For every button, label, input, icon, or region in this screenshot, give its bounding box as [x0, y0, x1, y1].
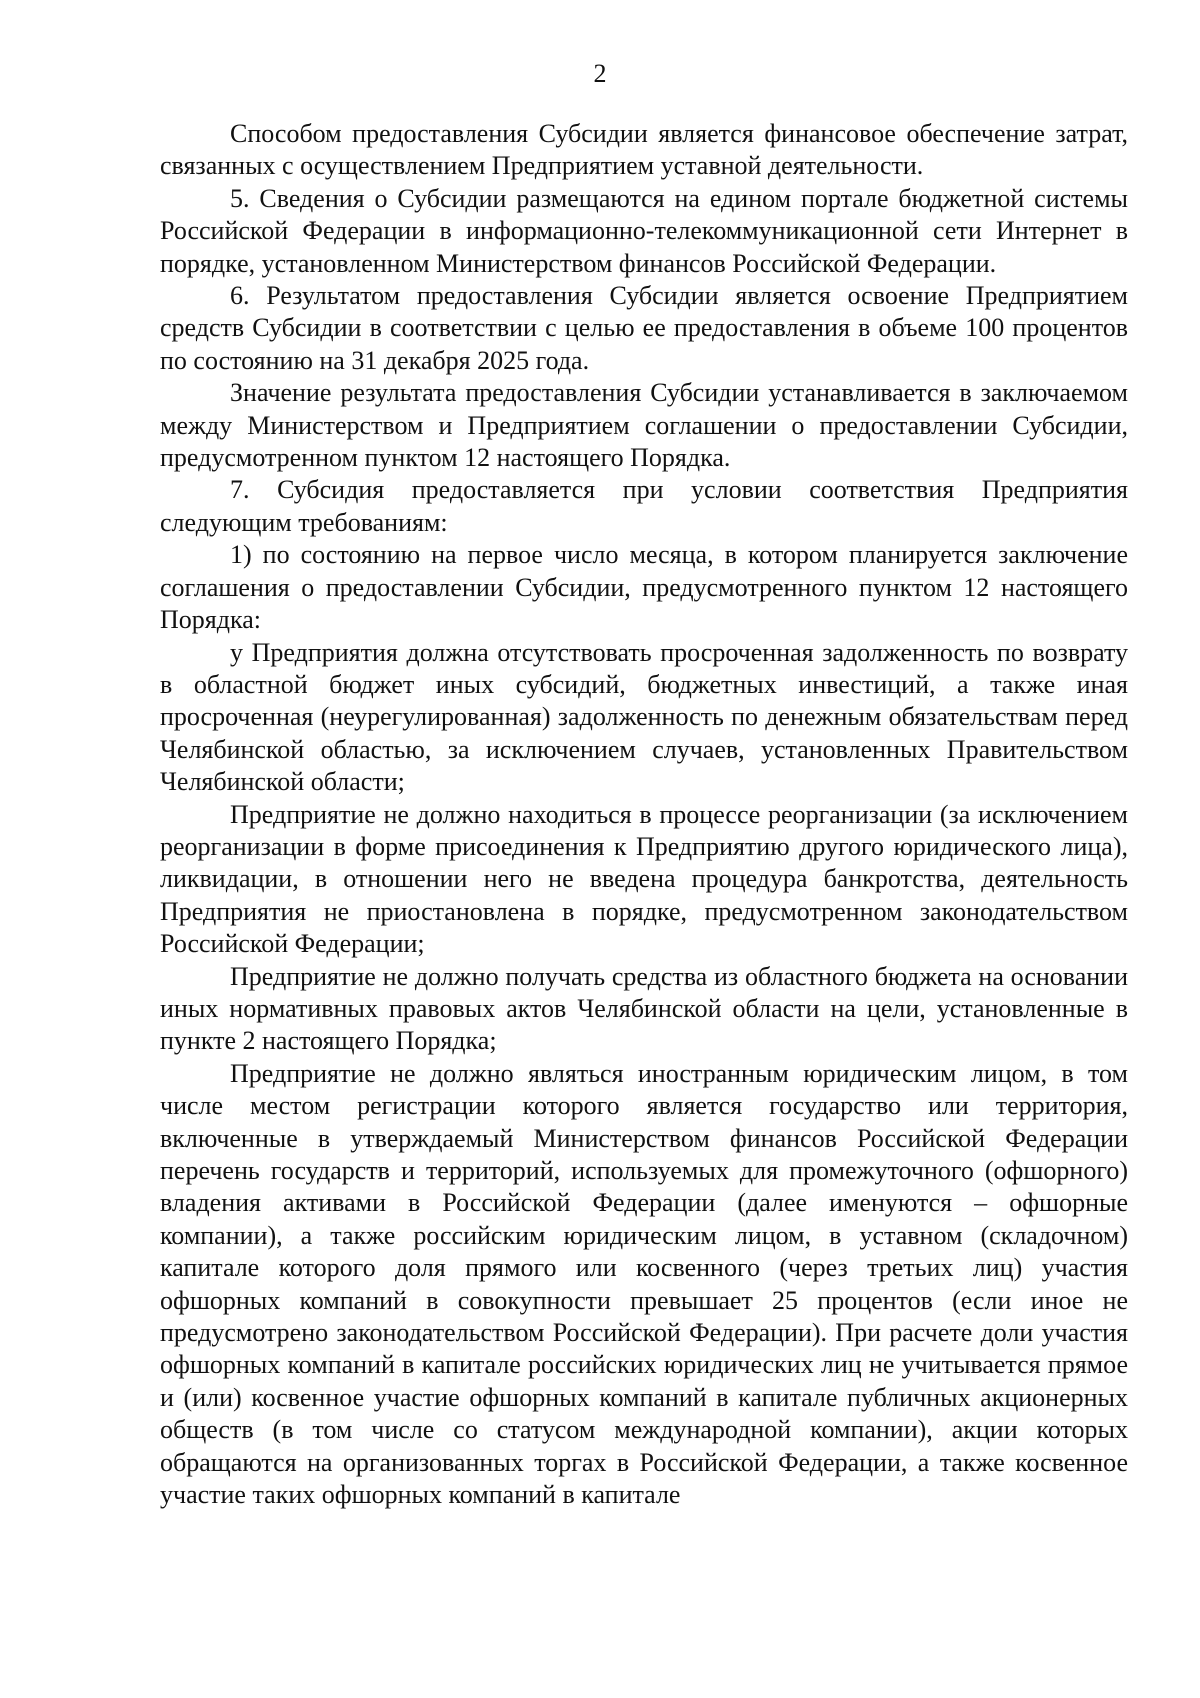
page-number: 2 — [593, 59, 607, 88]
paragraph-no-other-funds: Предприятие не должно получать средства из областного бюджета на основании иных нормативных правовых актов Челябинской области на цели, установленные в пункте 2 настоящего Порядка; — [160, 961, 1128, 1056]
paragraph-result-value: Значение результата предоставления Субсидии устанавливается в заключаемом между Министерством и Предприятием соглашении о предоставлении Субсидии, предусмотренном пунктом 12 настоящего Порядка. — [160, 378, 1128, 473]
paragraph-subitem-1: 1) по состоянию на первое число месяца, в котором планируется заключение соглашения о предоставлении Субсидии, предусмотренного пунктом 12 настоящего Порядка: — [160, 540, 1128, 635]
paragraph-item-7: 7. Субсидия предоставляется при условии соответствия Предприятия следующим требованиям: — [160, 475, 1128, 537]
paragraph-no-reorganization: Предприятие не должно находиться в процессе реорганизации (за исключением реорганизации в форме присоединения к Предприятию другого юридического лица), ликвидации, в отношении него не введена процедура банкротства, деятельность Предприятия не приостановлена в порядке, предусмотренном законодательством Российской Федерации; — [160, 799, 1128, 959]
paragraph-no-overdue-debt: у Предприятия должна отсутствовать просроченная задолженность по возврату в областной бюджет иных субсидий, бюджетных инвестиций, а также иная просроченная (неурегулированная) задолженность по денежным обязательствам перед Челябинской областью, за исключением случаев, установленных Правительством Челябинской области; — [160, 637, 1128, 797]
paragraph-item-5: 5. Сведения о Субсидии размещаются на едином портале бюджетной системы Российской Федерации в информационно-телекоммуникационной сети Интернет в порядке, установленном Министерством финансов Российской Федерации. — [160, 183, 1128, 278]
body-text — [160, 118, 1128, 1511]
paragraph-item-6: 6. Результатом предоставления Субсидии является освоение Предприятием средств Субсидии в соответствии с целью ее предоставления в объеме 100 процентов по состоянию на 31 декабря 2025 года. — [160, 281, 1128, 375]
paragraph-not-foreign-entity: Предприятие не должно являться иностранным юридическим лицом, в том числе местом регистрации которого является государство или территория, включенные в утверждаемый Министерством финансов Российской Федерации перечень государств и территорий, используемых для промежуточного (офшорного) владения активами в Российской Федерации (далее именуются – офшорные компании), а также российским юридическим лицом, в уставном (складочном) капитале которого доля прямого или косвенного (через третьих лиц) участия офшорных компаний в совокупности превышает 25 процентов (если иное не предусмотрено законодательством Российской Федерации). При расчете доли участия офшорных компаний в капитале российских юридических лиц не учитывается прямое и (или) косвенное участие офшорных компаний в капитале публичных акционерных обществ (в том числе со статусом международной компании), акции которых обращаются на организованных торгах в Российской Федерации, а также косвенное участие таких офшорных компаний в капитале — [160, 1058, 1128, 1510]
paragraph-subsidy-method: Способом предоставления Субсидии является финансовое обеспечение затрат, связанных с осуществлением Предприятием уставной деятельности. — [160, 119, 1128, 181]
